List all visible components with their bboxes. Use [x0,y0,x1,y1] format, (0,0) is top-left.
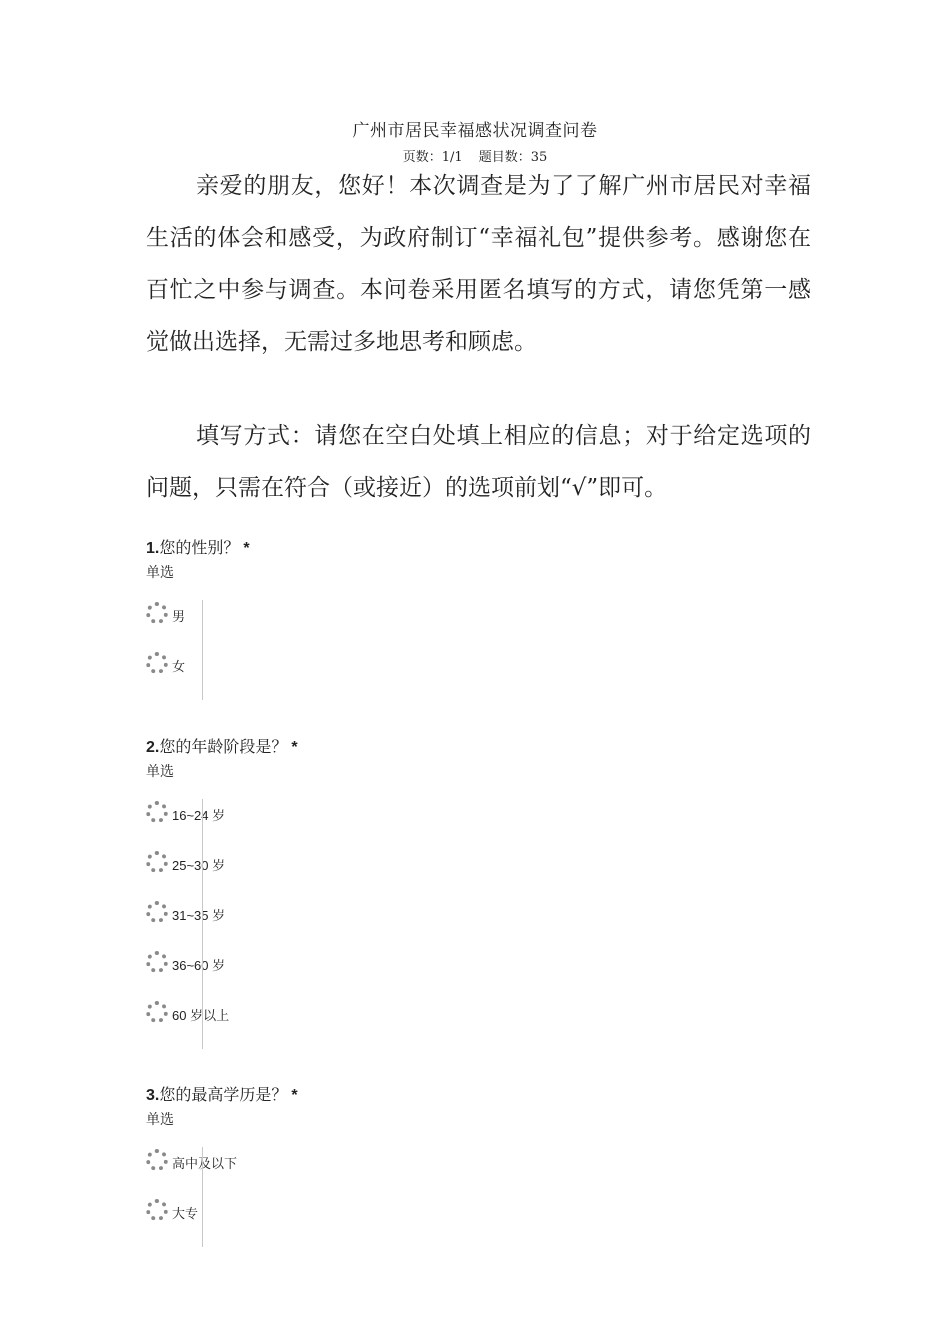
question-text: 您的最高学历是？ [159,1087,288,1104]
options-list [146,600,250,700]
radio-button[interactable] [146,652,168,674]
required-mark: * [291,739,298,756]
option-item[interactable] [146,949,298,999]
option-item[interactable] [146,849,298,899]
radio-button[interactable] [146,602,168,624]
option-item[interactable] [146,999,298,1049]
question-number: 3. [146,1087,160,1104]
instructions-paragraph: 填写方式：请您在空白处填上相应的信息；对于给定选项的问题，只需在符合（或接近）的选项前划“√”即可。 [146,423,811,501]
question-count: 题目数：35 [478,150,548,165]
question-1 [146,536,250,700]
radio-button[interactable] [146,951,168,973]
question-type: 单选 [146,1112,174,1128]
radio-button[interactable] [146,1149,168,1171]
option-label: 高中及以下 [172,1156,238,1171]
option-item[interactable] [146,1147,298,1197]
option-label: 31~35 岁 [172,908,226,923]
option-item[interactable] [146,1197,298,1247]
option-item[interactable] [146,799,298,849]
option-divider [202,600,203,700]
page-count: 页数：1/1 [402,150,463,165]
survey-title: 广州市居民幸福感状况调查问卷 [352,121,598,141]
option-divider [202,1147,203,1247]
option-label: 25~30 岁 [172,858,226,873]
option-item[interactable] [146,600,250,650]
question-text: 您的性别？ [159,540,240,557]
option-label: 男 [172,609,186,624]
option-label: 16~24 岁 [172,808,226,823]
options-list [146,799,298,1049]
option-item[interactable] [146,650,250,700]
question-title [146,536,250,562]
question-text: 您的年龄阶段是？ [159,739,288,756]
question-number: 2. [146,739,160,756]
option-divider [202,799,203,1049]
question-title [146,735,298,761]
radio-button[interactable] [146,1001,168,1023]
question-2 [146,735,298,1049]
radio-button[interactable] [146,901,168,923]
option-item[interactable] [146,899,298,949]
option-label: 大专 [172,1206,199,1221]
question-title [146,1083,298,1109]
question-type: 单选 [146,764,174,780]
option-label: 60 岁以上 [172,1008,230,1023]
question-number: 1. [146,540,160,557]
required-mark: * [243,540,250,557]
options-list [146,1147,298,1247]
question-3 [146,1083,298,1247]
radio-button[interactable] [146,801,168,823]
question-type: 单选 [146,565,174,581]
required-mark: * [291,1087,298,1104]
radio-button[interactable] [146,851,168,873]
option-label: 女 [172,659,186,674]
radio-button[interactable] [146,1199,168,1221]
intro-paragraph: 亲爱的朋友，您好！本次调查是为了了解广州市居民对幸福生活的体会和感受，为政府制订“幸福礼包”提供参考。感谢您在百忙之中参与调查。本问卷采用匿名填写的方式，请您凭第一感觉做出选择，无需过多地思考和顾虑。 [146,173,811,355]
option-label: 36~60 岁 [172,958,226,973]
